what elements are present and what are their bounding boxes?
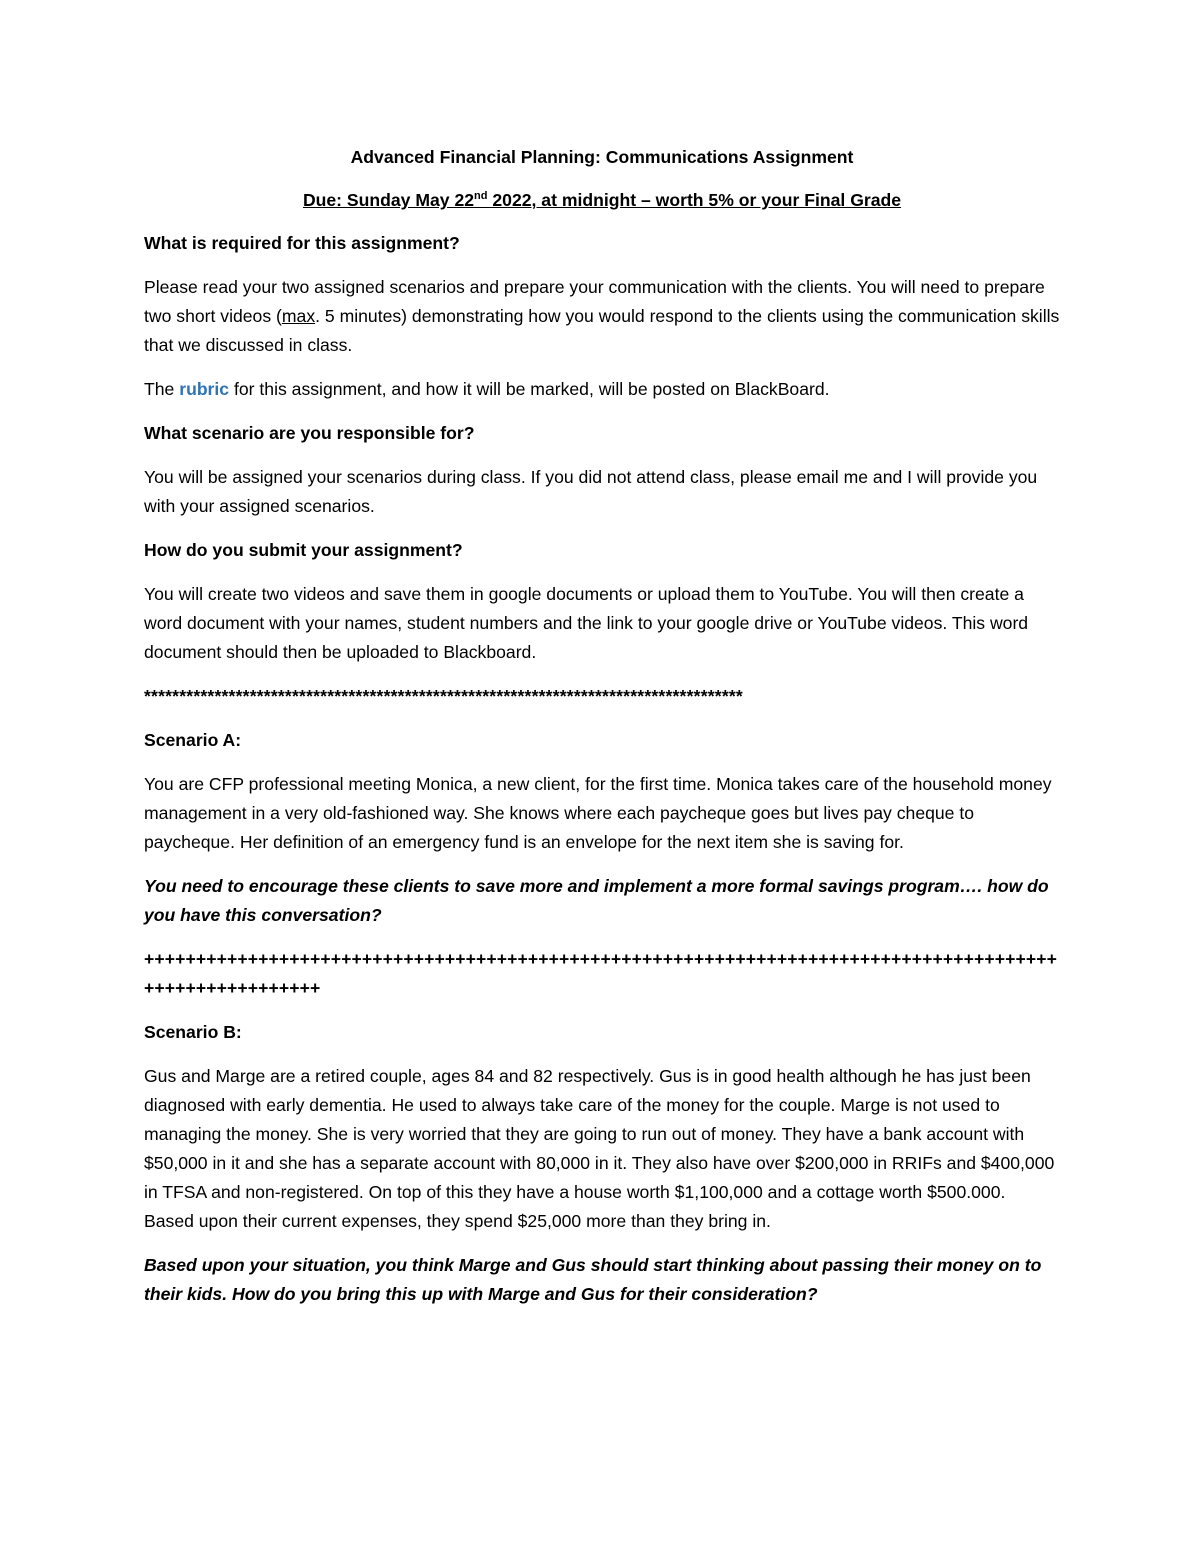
heading-submission: How do you submit your assignment? [144, 540, 463, 560]
due-date-detail: 2022, at midnight – worth 5% or your Final Grade [487, 190, 902, 210]
due-date-line [144, 186, 1060, 215]
submission-paragraph: You will create two videos and save them in google documents or upload them to YouTube. You will then create a word document with your names, student numbers and the link to your google drive or YouTube videos. This word document should then be uploaded to Blackboard. [144, 584, 1029, 662]
heading-scenario-a: Scenario A: [144, 730, 242, 750]
due-date-ordinal: nd [474, 190, 488, 203]
rubric-link[interactable]: rubric [179, 379, 230, 399]
document-title: Advanced Financial Planning: Communications Assignment [350, 147, 854, 167]
scenario-a-paragraph: You are CFP professional meeting Monica, a new client, for the first time. Monica takes care of the household money management in a very old-fashioned way. She knows where each paycheque goes but lives pay cheque to paycheque. Her definition of an emergency fund is an envelope for the next item she is saving for. [144, 774, 1052, 852]
requirements-paragraph [144, 273, 1060, 360]
scenario-b-question: Based upon your situation, you think Marge and Gus should start thinking about passing their money on to their kids. How do you bring this up with Marge and Gus for their consideration? [144, 1255, 1042, 1304]
scenario-responsibility-paragraph: You will be assigned your scenarios during class. If you did not attend class, please email me and I will provide you with your assigned scenarios. [144, 467, 1038, 516]
max-word: max [281, 306, 316, 326]
heading-scenario-b: Scenario B: [144, 1022, 242, 1042]
requirements-text-end: . 5 minutes) demonstrating how you would respond to the clients using the communication skills that we discussed in class. [144, 306, 1060, 355]
rubric-text-end: for this assignment, and how it will be marked, will be posted on BlackBoard. [229, 379, 830, 399]
heading-requirements: What is required for this assignment? [144, 233, 460, 253]
plus-divider: +++++++++++++++++++++++++++++++++++++++++++++++++++++++++++++++++++++++++++++++++++++++++++++++++++++++++ [144, 949, 1057, 998]
star-divider: ************************************************************************************* [144, 686, 743, 706]
rubric-text-start: The [144, 379, 180, 399]
rubric-paragraph [144, 375, 1060, 404]
requirements-text-start: Please read your two assigned scenarios and prepare your communication with the clients. You will need to prepare two short videos ( [144, 277, 1045, 326]
heading-scenario-responsibility: What scenario are you responsible for? [144, 423, 475, 443]
due-date-text: Due: Sunday May 22 [302, 190, 475, 210]
scenario-a-question: You need to encourage these clients to save more and implement a more formal savings program…. how do you have this conversation? [144, 876, 1049, 925]
scenario-b-paragraph: Gus and Marge are a retired couple, ages 84 and 82 respectively. Gus is in good health although he has just been diagnosed with early dementia. He used to always take care of the money for the couple. Marge is not used to managing the money. She is very worried that they are going to run out of money. They have a bank account with $50,000 in it and she has a separate account with 80,000 in it. They also have over $200,000 in RRIFs and $400,000 in TFSA and non-registered. On top of this they have a house worth $1,100,000 and a cottage worth $500.000. Based upon their current expenses, they spend $25,000 more than they bring in. [144, 1066, 1055, 1231]
